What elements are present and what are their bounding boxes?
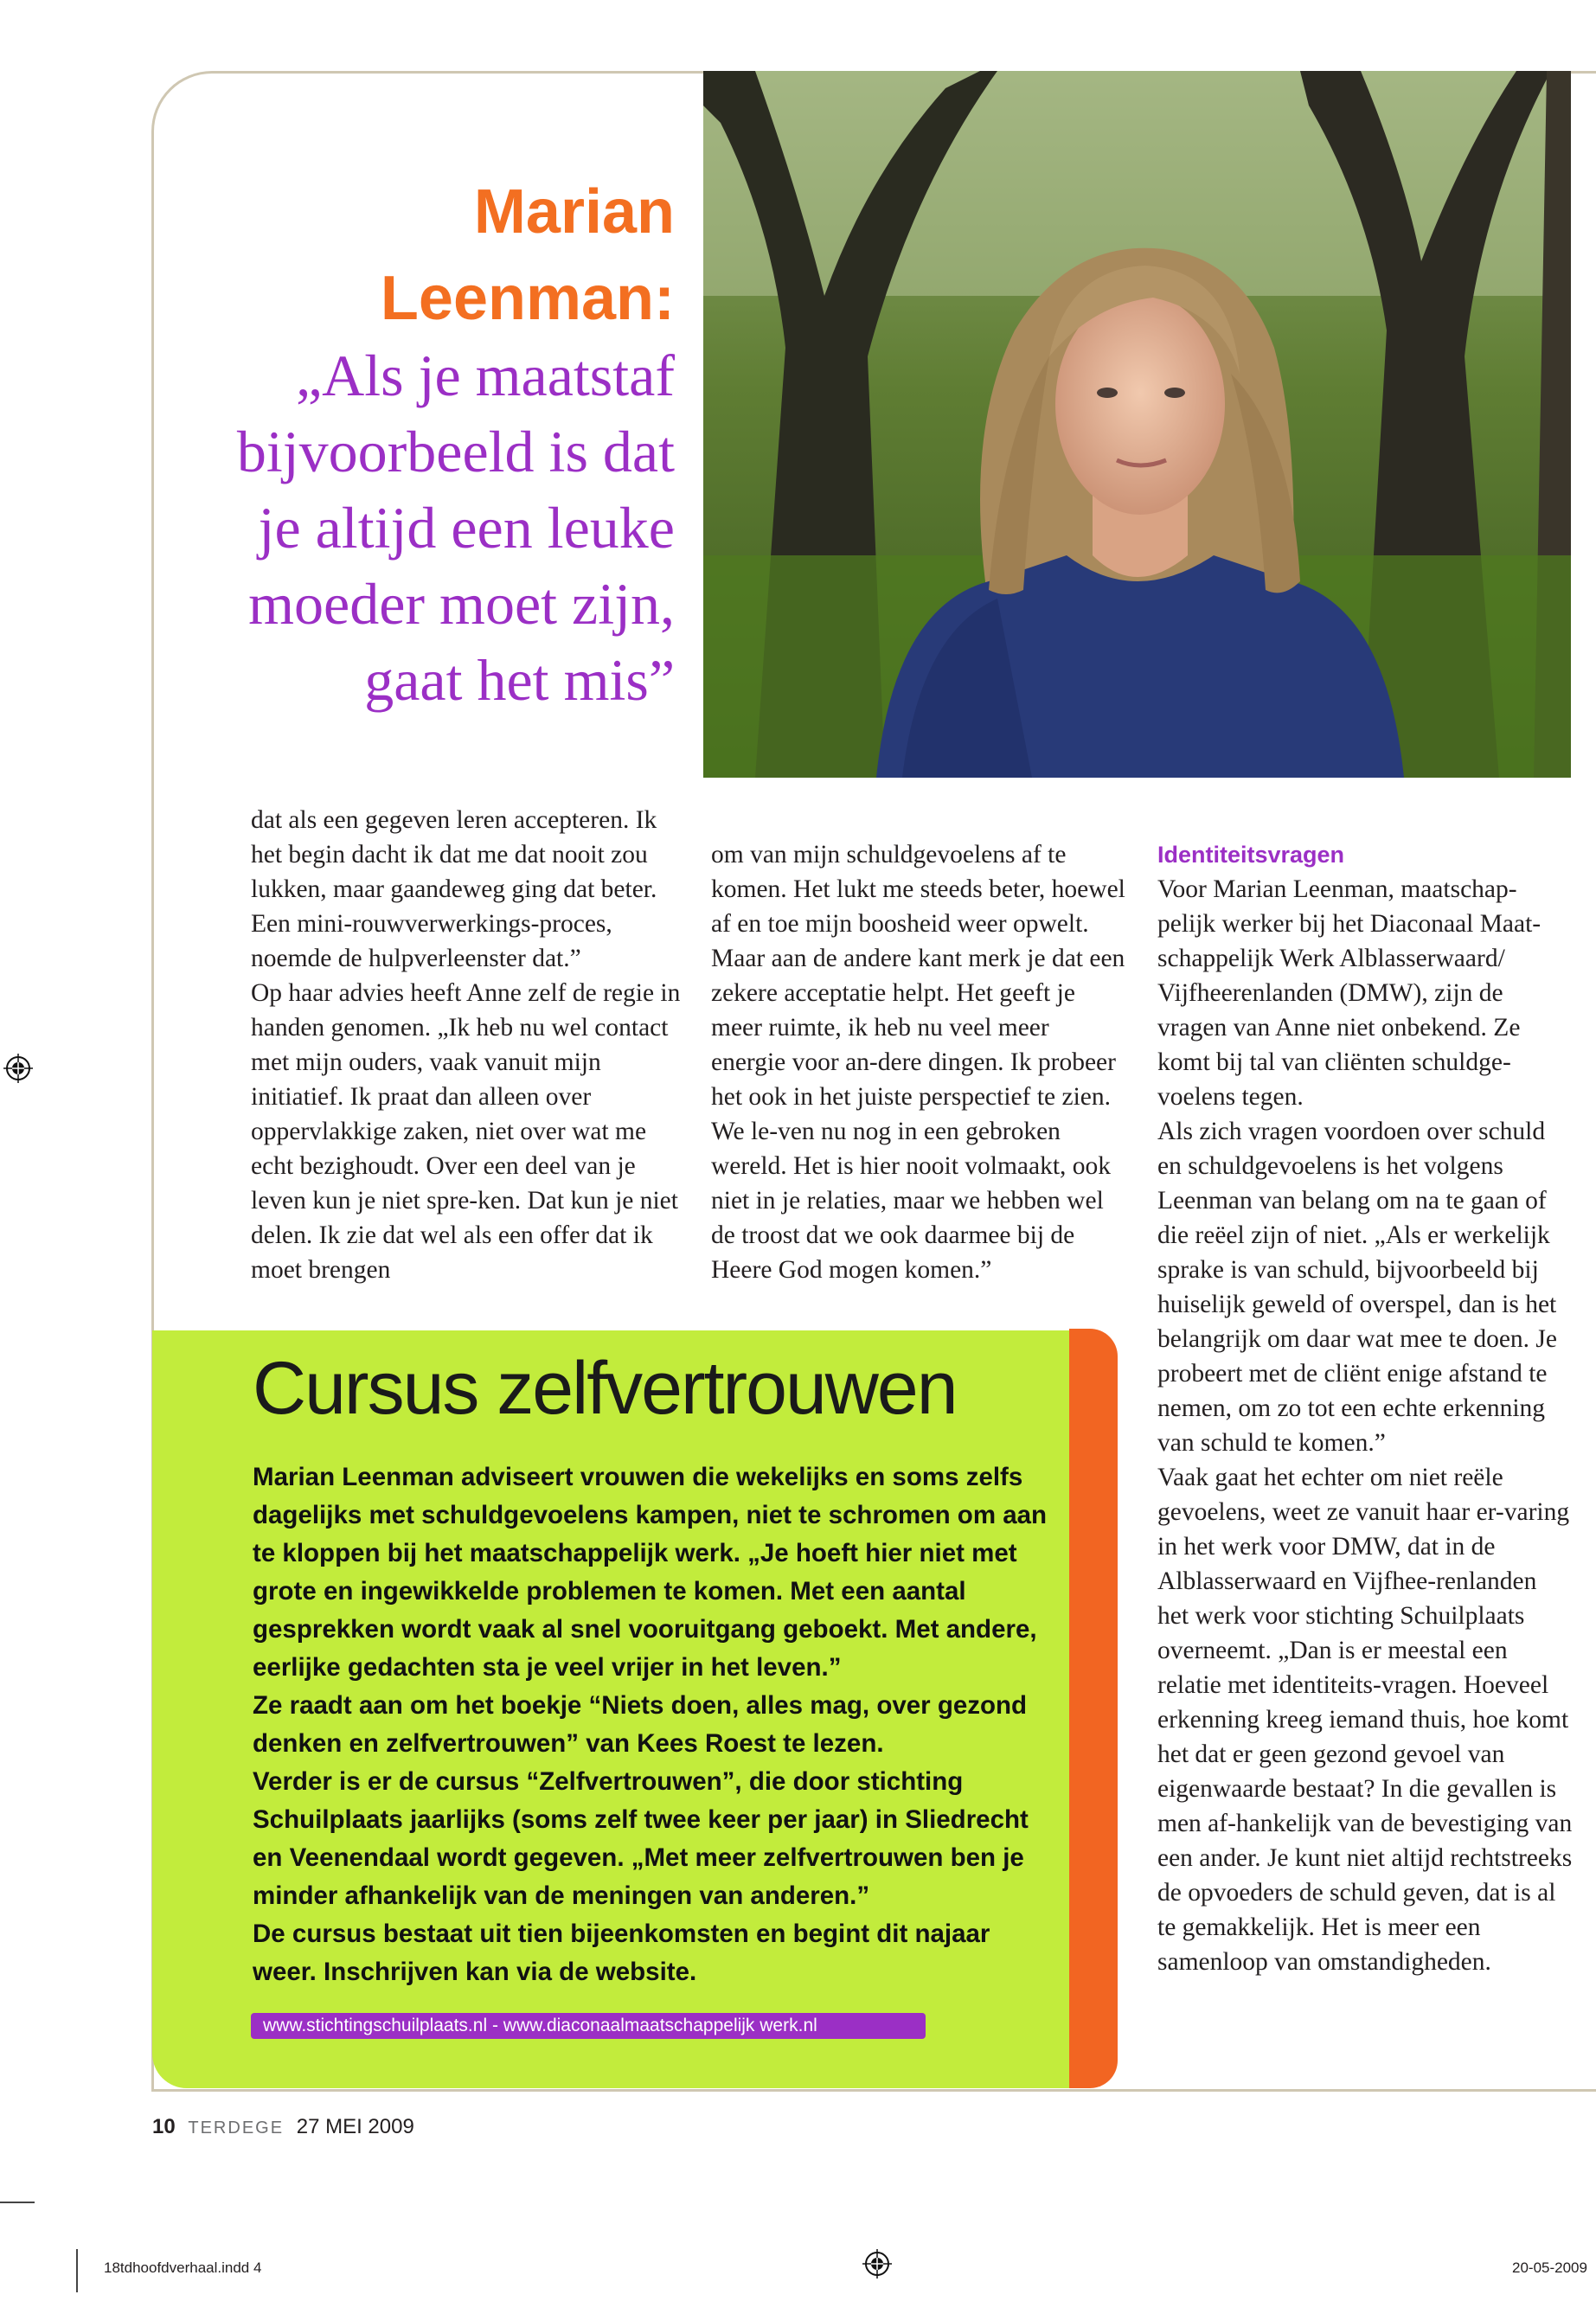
body-column-3 bbox=[1157, 837, 1573, 1979]
paragraph: Verder is er de cursus “Zelfvertrouwen”, die door stichting Schuilplaats jaarlijks (soms zelf twee keer per jaar) in Sliedrecht en Veenendaal wordt gegeven. „Met meer zelfvertrouwen ben je minder afhankelijk van de meningen van anderen.” bbox=[253, 1767, 1029, 1910]
registration-mark-icon bbox=[862, 2249, 892, 2279]
sidebar-accent-bar bbox=[1069, 1329, 1118, 2088]
paragraph: dat als een gegeven leren accepteren. Ik het begin dacht ik dat me dat nooit zou lukken, maar gaandeweg ging dat beter. Een mini-rouwverwerkings-proces, noemde de hulpverleenster dat.” bbox=[251, 806, 657, 972]
section-heading: Identiteitsvragen bbox=[1157, 842, 1345, 868]
slug-filename: 18tdhoofdverhaal.indd 4 bbox=[104, 2259, 262, 2276]
paragraph: om van mijn schuldgevoelens af te komen. Het lukt me steeds beter, hoewel af en toe mijn boosheid weer opwelt. Maar aan de andere kant merk je dat een zekere acceptatie helpt. Het geeft je meer ruimte, ik heb nu veel meer energie voor an-dere dingen. Ik probeer het ook in het juiste perspectief te zien. We le-ven nu nog in een gebroken wereld. Het is hier nooit volmaakt, ook niet in je relaties, maar we hebben wel de troost dat we ook daarmee bij de Heere God mogen komen.” bbox=[711, 841, 1125, 1284]
paragraph: Marian Leenman adviseert vrouwen die wekelijks en soms zelfs dagelijks met schuldgevoelens kampen, niet te schromen om aan te kloppen bij het maatschappelijk werk. „Je hoeft hier niet met grote en ingewikkelde problemen te komen. Met een aantal gesprekken wordt vaak al snel vooruitgang geboekt. Met andere, eerlijke gedachten sta je veel vrijer in het leven.” bbox=[253, 1463, 1048, 1682]
sidebar-title: Cursus zelfvertrouwen bbox=[253, 1347, 957, 1430]
portrait-illustration bbox=[703, 71, 1571, 778]
paragraph: Vaak gaat het echter om niet reële gevoelens, weet ze vanuit haar er-varing in het werk voor DMW, dat in de Alblasserwaard en Vijfhee-renlanden het werk voor stichting Schuilplaats overneemt. „Dan is er meestal een relatie met identiteits-vragen. Hoeveel erkenning kreeg iemand thuis, hoe komt het dat er geen gezond gevoel van eigenwaarde bestaat? In die gevallen is men af-hankelijk van de bevestiging van een ander. Je kunt niet altijd rechtstreeks de opvoeders de schuld geven, dat is al te gemakkelijk. Het is meer een samenloop van omstandigheden. bbox=[1157, 1464, 1573, 1976]
crop-mark bbox=[76, 2249, 78, 2292]
issue-date: 27 MEI 2009 bbox=[296, 2115, 414, 2138]
sidebar-body bbox=[253, 1458, 1057, 1991]
article-pull-quote: „Als je maatstaf bijvoorbeeld is dat je altijd een leuke moeder moet zijn, gaat het mis” bbox=[236, 343, 675, 713]
folio bbox=[152, 2114, 414, 2141]
paragraph: Voor Marian Leenman, maatschap-pelijk werker bij het Diaconaal Maat-schappelijk Werk Alblasserwaard/ Vijfheerenlanden (DMW), zijn de vragen van Anne niet onbekend. Ze komt bij tal van cliënten schuldge-voelens tegen. bbox=[1157, 875, 1542, 1111]
registration-mark-icon bbox=[3, 1054, 33, 1083]
slug-date: 20-05-2009 bbox=[1512, 2259, 1587, 2276]
page-number: 10 bbox=[152, 2115, 176, 2138]
paragraph: Op haar advies heeft Anne zelf de regie in handen genomen. „Ik heb nu wel contact met mijn ouders, vaak vanuit mijn initiatief. Ik praat dan alleen over oppervlakkige zaken, niet over wat me echt bezighoudt. Over een deel van je leven kun je niet spre-ken. Dat kun je niet delen. Ik zie dat wel als een offer dat ik moet brengen bbox=[251, 979, 681, 1284]
crop-mark bbox=[0, 2202, 35, 2203]
website-links[interactable]: www.stichtingschuilplaats.nl - www.diaconaalmaatschappelijk werk.nl bbox=[251, 2013, 926, 2039]
article-title-name: Marian Leenman: bbox=[380, 177, 675, 333]
paragraph: Ze raadt aan om het boekje “Niets doen, alles mag, over gezond denken en zelfvertrouwen” van Kees Roest te lezen. bbox=[253, 1691, 1028, 1758]
magazine-name: TERDEGE bbox=[188, 2118, 285, 2138]
body-column-2 bbox=[711, 837, 1126, 1287]
body-column-1 bbox=[251, 803, 683, 1287]
portrait-photo bbox=[703, 71, 1571, 778]
paragraph: De cursus bestaat uit tien bijeenkomsten en begint dit najaar weer. Inschrijven kan via de website. bbox=[253, 1920, 990, 1986]
paragraph: Als zich vragen voordoen over schuld en schuldgevoelens is het volgens Leenman van belang om na te gaan of die reëel zijn of niet. „Als er werkelijk sprake is van schuld, bijvoorbeeld bij huiselijk geweld of overspel, dan is het belangrijk om daar wat mee te doen. Je probeert met de cliënt enige afstand te nemen, om zo tot een echte erkenning van schuld te komen.” bbox=[1157, 1118, 1557, 1457]
